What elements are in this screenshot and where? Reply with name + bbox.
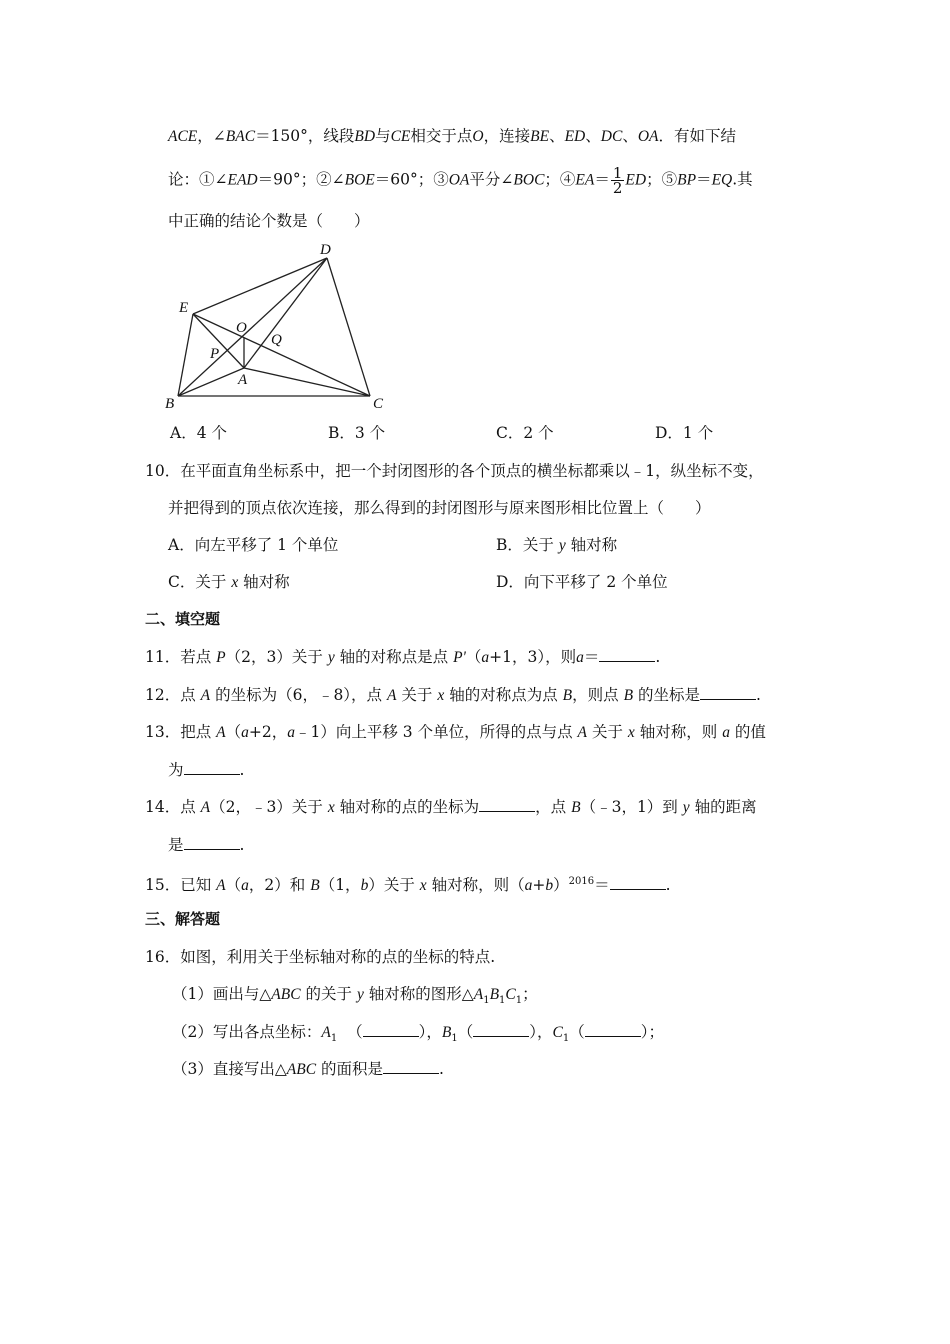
text: B [571, 799, 581, 816]
text: x [627, 724, 635, 741]
subscript: 1 [330, 1033, 338, 1045]
text: . [239, 836, 245, 854]
subscript: 1 [451, 1033, 458, 1045]
text: 轴的距离 [694, 798, 757, 816]
text: （ [465, 648, 482, 666]
text: B [562, 687, 573, 704]
text: ＝ [594, 876, 610, 895]
answer-blank[interactable] [479, 797, 535, 812]
text: 12．点 [145, 686, 196, 704]
text: ABC [271, 986, 301, 1003]
text: y [327, 649, 335, 666]
segment-EC [193, 314, 370, 396]
q9-option-d[interactable]: D．1 个 [655, 424, 714, 442]
text: + [532, 876, 546, 895]
text: BAC [225, 128, 256, 145]
segment-CD [327, 258, 370, 396]
answer-blank[interactable] [700, 685, 756, 700]
text: ，连接 [483, 127, 531, 145]
fraction-denominator: 2 [612, 179, 623, 197]
text: 轴对称，则 [639, 723, 718, 741]
text: a [524, 877, 533, 895]
answer-blank[interactable] [184, 835, 240, 850]
segment-ED [193, 258, 327, 314]
label-C: C [373, 396, 384, 412]
q10-option-a[interactable]: A．向左平移了 1 个单位 [168, 536, 339, 554]
text: ＝ [583, 648, 600, 666]
q15 [145, 871, 671, 897]
answer-blank-A1[interactable] [363, 1022, 419, 1037]
text: . [755, 686, 761, 704]
text: 13．把点 [145, 723, 212, 741]
text: 是 [168, 836, 184, 854]
q10-line-1: 10．在平面直角坐标系中，把一个封闭图形的各个顶点的横坐标都乘以﹣1，纵坐标不变， [145, 462, 764, 480]
subscript: 1 [515, 995, 523, 1007]
text: ED [625, 171, 647, 189]
text: BD [354, 128, 376, 145]
q13-line-2 [168, 759, 244, 781]
text: +1，3），则 [489, 648, 577, 666]
text: B [441, 1024, 452, 1041]
text: B [489, 986, 500, 1003]
text: BE [530, 128, 550, 145]
label-A: A [238, 372, 248, 388]
label-O: O [236, 320, 247, 336]
q13-line-1 [145, 721, 766, 744]
text: （ [225, 876, 242, 895]
text: 15．已知 [145, 876, 212, 895]
text: ＝150°，线段 [255, 127, 355, 145]
text: ＝60°；③ [374, 170, 449, 189]
text: 与 [375, 127, 391, 145]
text: 轴对称 [570, 536, 618, 554]
text: 关于 [401, 686, 433, 704]
text: 轴的对称点为点 [449, 686, 558, 704]
q9-option-a[interactable]: A．4 个 [170, 424, 227, 442]
text: A [216, 724, 226, 741]
text: 、 [549, 127, 565, 145]
text: x [327, 799, 335, 816]
subscript: 1 [499, 995, 506, 1007]
text: . [655, 648, 661, 666]
text: ；④ [544, 170, 576, 189]
text: A [577, 724, 588, 741]
label-D: D [320, 242, 331, 258]
q10-option-d[interactable]: D．向下平移了 2 个单位 [496, 573, 668, 591]
segment-AD [244, 258, 327, 368]
text: a [722, 724, 730, 741]
text: 11．若点 [145, 648, 212, 666]
text: +2， [248, 723, 288, 741]
text: a [241, 724, 249, 741]
text: （2，﹣3）关于 [210, 798, 323, 816]
text: a [287, 724, 296, 741]
fraction [611, 166, 625, 195]
text: .其 [732, 170, 753, 189]
text: 关于 [591, 723, 623, 741]
q10-option-b[interactable] [496, 534, 617, 557]
text: y [558, 537, 566, 554]
text: 轴的对称点是点 [339, 648, 449, 666]
text: A [321, 1024, 331, 1041]
text: （ [347, 1023, 363, 1041]
text: . [665, 876, 671, 895]
text: EA [575, 171, 595, 189]
text: . [439, 1060, 444, 1078]
q11 [145, 646, 660, 669]
text: OA [637, 128, 659, 145]
text: BOE [344, 171, 375, 189]
segment-BA [178, 368, 244, 396]
answer-blank-C1[interactable] [585, 1022, 641, 1037]
text: ） [553, 876, 569, 895]
q10-line-2: 并把得到的顶点依次连接，那么得到的封闭图形与原来图形相比位置上（ ） [168, 499, 711, 517]
text: B [623, 687, 634, 704]
text: ＝90°；②∠ [257, 170, 345, 189]
text: A [473, 986, 484, 1003]
text: y [356, 986, 364, 1003]
text: ，2）和 [248, 876, 306, 895]
text: ＝ [594, 170, 610, 189]
text: ＝ [696, 170, 712, 189]
text: A [387, 687, 397, 704]
text: 相交于点 [410, 127, 473, 145]
text: （3）直接写出△ [172, 1060, 287, 1078]
text: A [216, 877, 226, 895]
text: ； [522, 985, 538, 1003]
text: ）， [529, 1023, 553, 1041]
text: 论：①∠ [168, 170, 228, 189]
text: BOC [513, 171, 545, 189]
text: ﹣1）向上平移 3 个单位，所得的点与点 [295, 723, 573, 741]
text: 、 [585, 127, 601, 145]
answer-blank[interactable] [184, 760, 240, 775]
text: OA [448, 171, 470, 189]
text: 的值 [734, 723, 766, 741]
section-heading-fill-in: 二、填空题 [145, 610, 221, 628]
fraction-numerator: 1 [612, 164, 623, 182]
text: 的坐标是 [637, 686, 700, 704]
text: （2，3）关于 [225, 648, 323, 666]
text: P [216, 649, 226, 666]
text: x [231, 574, 239, 591]
text: 的面积是 [321, 1060, 384, 1078]
answer-blank[interactable] [610, 875, 666, 890]
q14-line-2 [168, 834, 244, 856]
exponent: 2016 [568, 876, 595, 887]
segment-AC [244, 368, 370, 396]
text: （1， [319, 876, 361, 895]
text: C [552, 1024, 563, 1041]
subscript: 1 [562, 1033, 570, 1045]
text: DC [600, 128, 623, 145]
q9-line-2 [168, 166, 753, 195]
q9-line-1 [168, 125, 736, 148]
text: 14．点 [145, 798, 196, 816]
text: ，∠ [197, 127, 226, 145]
answer-blank[interactable] [383, 1059, 439, 1074]
text: a [576, 649, 584, 666]
text: 轴对称的点的坐标为 [339, 798, 480, 816]
label-Q: Q [271, 332, 282, 348]
text: （ [457, 1023, 474, 1041]
text: EAD [227, 171, 258, 189]
text: ，点 [535, 798, 567, 816]
text: ED [564, 128, 586, 145]
text: a [481, 649, 490, 666]
text: A [200, 687, 211, 704]
q9-line-3: 中正确的结论个数是（ ） [168, 212, 370, 230]
text: 为 [168, 761, 184, 779]
text: EQ [711, 171, 733, 189]
text: B．关于 [496, 536, 554, 554]
text: ，则点 [572, 686, 619, 704]
text: 轴对称的图形△ [368, 985, 474, 1003]
text: x [419, 877, 427, 895]
text: b [360, 877, 369, 895]
text: ABC [286, 1061, 317, 1078]
text: x [437, 687, 445, 704]
text: BP [677, 171, 697, 189]
text: CE [390, 128, 411, 145]
text: y [682, 799, 690, 816]
q9-option-b[interactable]: B．3 个 [328, 424, 386, 442]
label-E: E [179, 300, 189, 316]
q10-option-c[interactable] [168, 571, 290, 594]
text: C．关于 [168, 573, 227, 591]
text: ACE [168, 128, 198, 145]
text: （﹣3，1）到 [580, 798, 678, 816]
text: 轴对称 [243, 573, 290, 591]
q16-part-1 [172, 983, 538, 1012]
label-B: B [165, 396, 175, 412]
text: （2）写出各点坐标： [172, 1023, 322, 1041]
text: A [200, 799, 211, 816]
segment-BD [178, 258, 327, 396]
text: 轴对称，则（ [431, 876, 525, 895]
text: （ [569, 1023, 585, 1041]
text: O [472, 128, 484, 145]
q16-part-2 [172, 1021, 664, 1050]
label-P: P [210, 346, 220, 362]
text: ）关于 [368, 876, 415, 895]
answer-blank-B1[interactable] [473, 1022, 529, 1037]
text: （1）画出与△ [172, 985, 272, 1003]
text: b [545, 877, 554, 895]
answer-blank[interactable] [599, 647, 655, 662]
text: ）， [418, 1023, 442, 1041]
text: 的坐标为（6，﹣8），点 [215, 686, 383, 704]
q16-stem: 16．如图，利用关于坐标轴对称的点的坐标的特点. [145, 948, 496, 966]
text: . [239, 761, 245, 779]
text: ）； [640, 1023, 664, 1041]
q12 [145, 684, 761, 707]
text: a [241, 877, 249, 895]
text: 的关于 [305, 985, 353, 1003]
q16-part-3 [172, 1058, 444, 1081]
text: 、 [622, 127, 638, 145]
text: C [505, 986, 516, 1003]
q9-option-c[interactable]: C．2 个 [496, 424, 554, 442]
text: （ [225, 723, 242, 741]
text: B [310, 877, 320, 895]
section-heading-solve: 三、解答题 [145, 910, 221, 928]
text: P' [453, 649, 466, 666]
subscript: 1 [483, 995, 490, 1007]
text: ；⑤ [646, 170, 678, 189]
q14-line-1 [145, 796, 757, 819]
text: 平分∠ [469, 170, 514, 189]
q9-geometry-figure [160, 238, 400, 418]
text: ．有如下结 [658, 127, 737, 145]
